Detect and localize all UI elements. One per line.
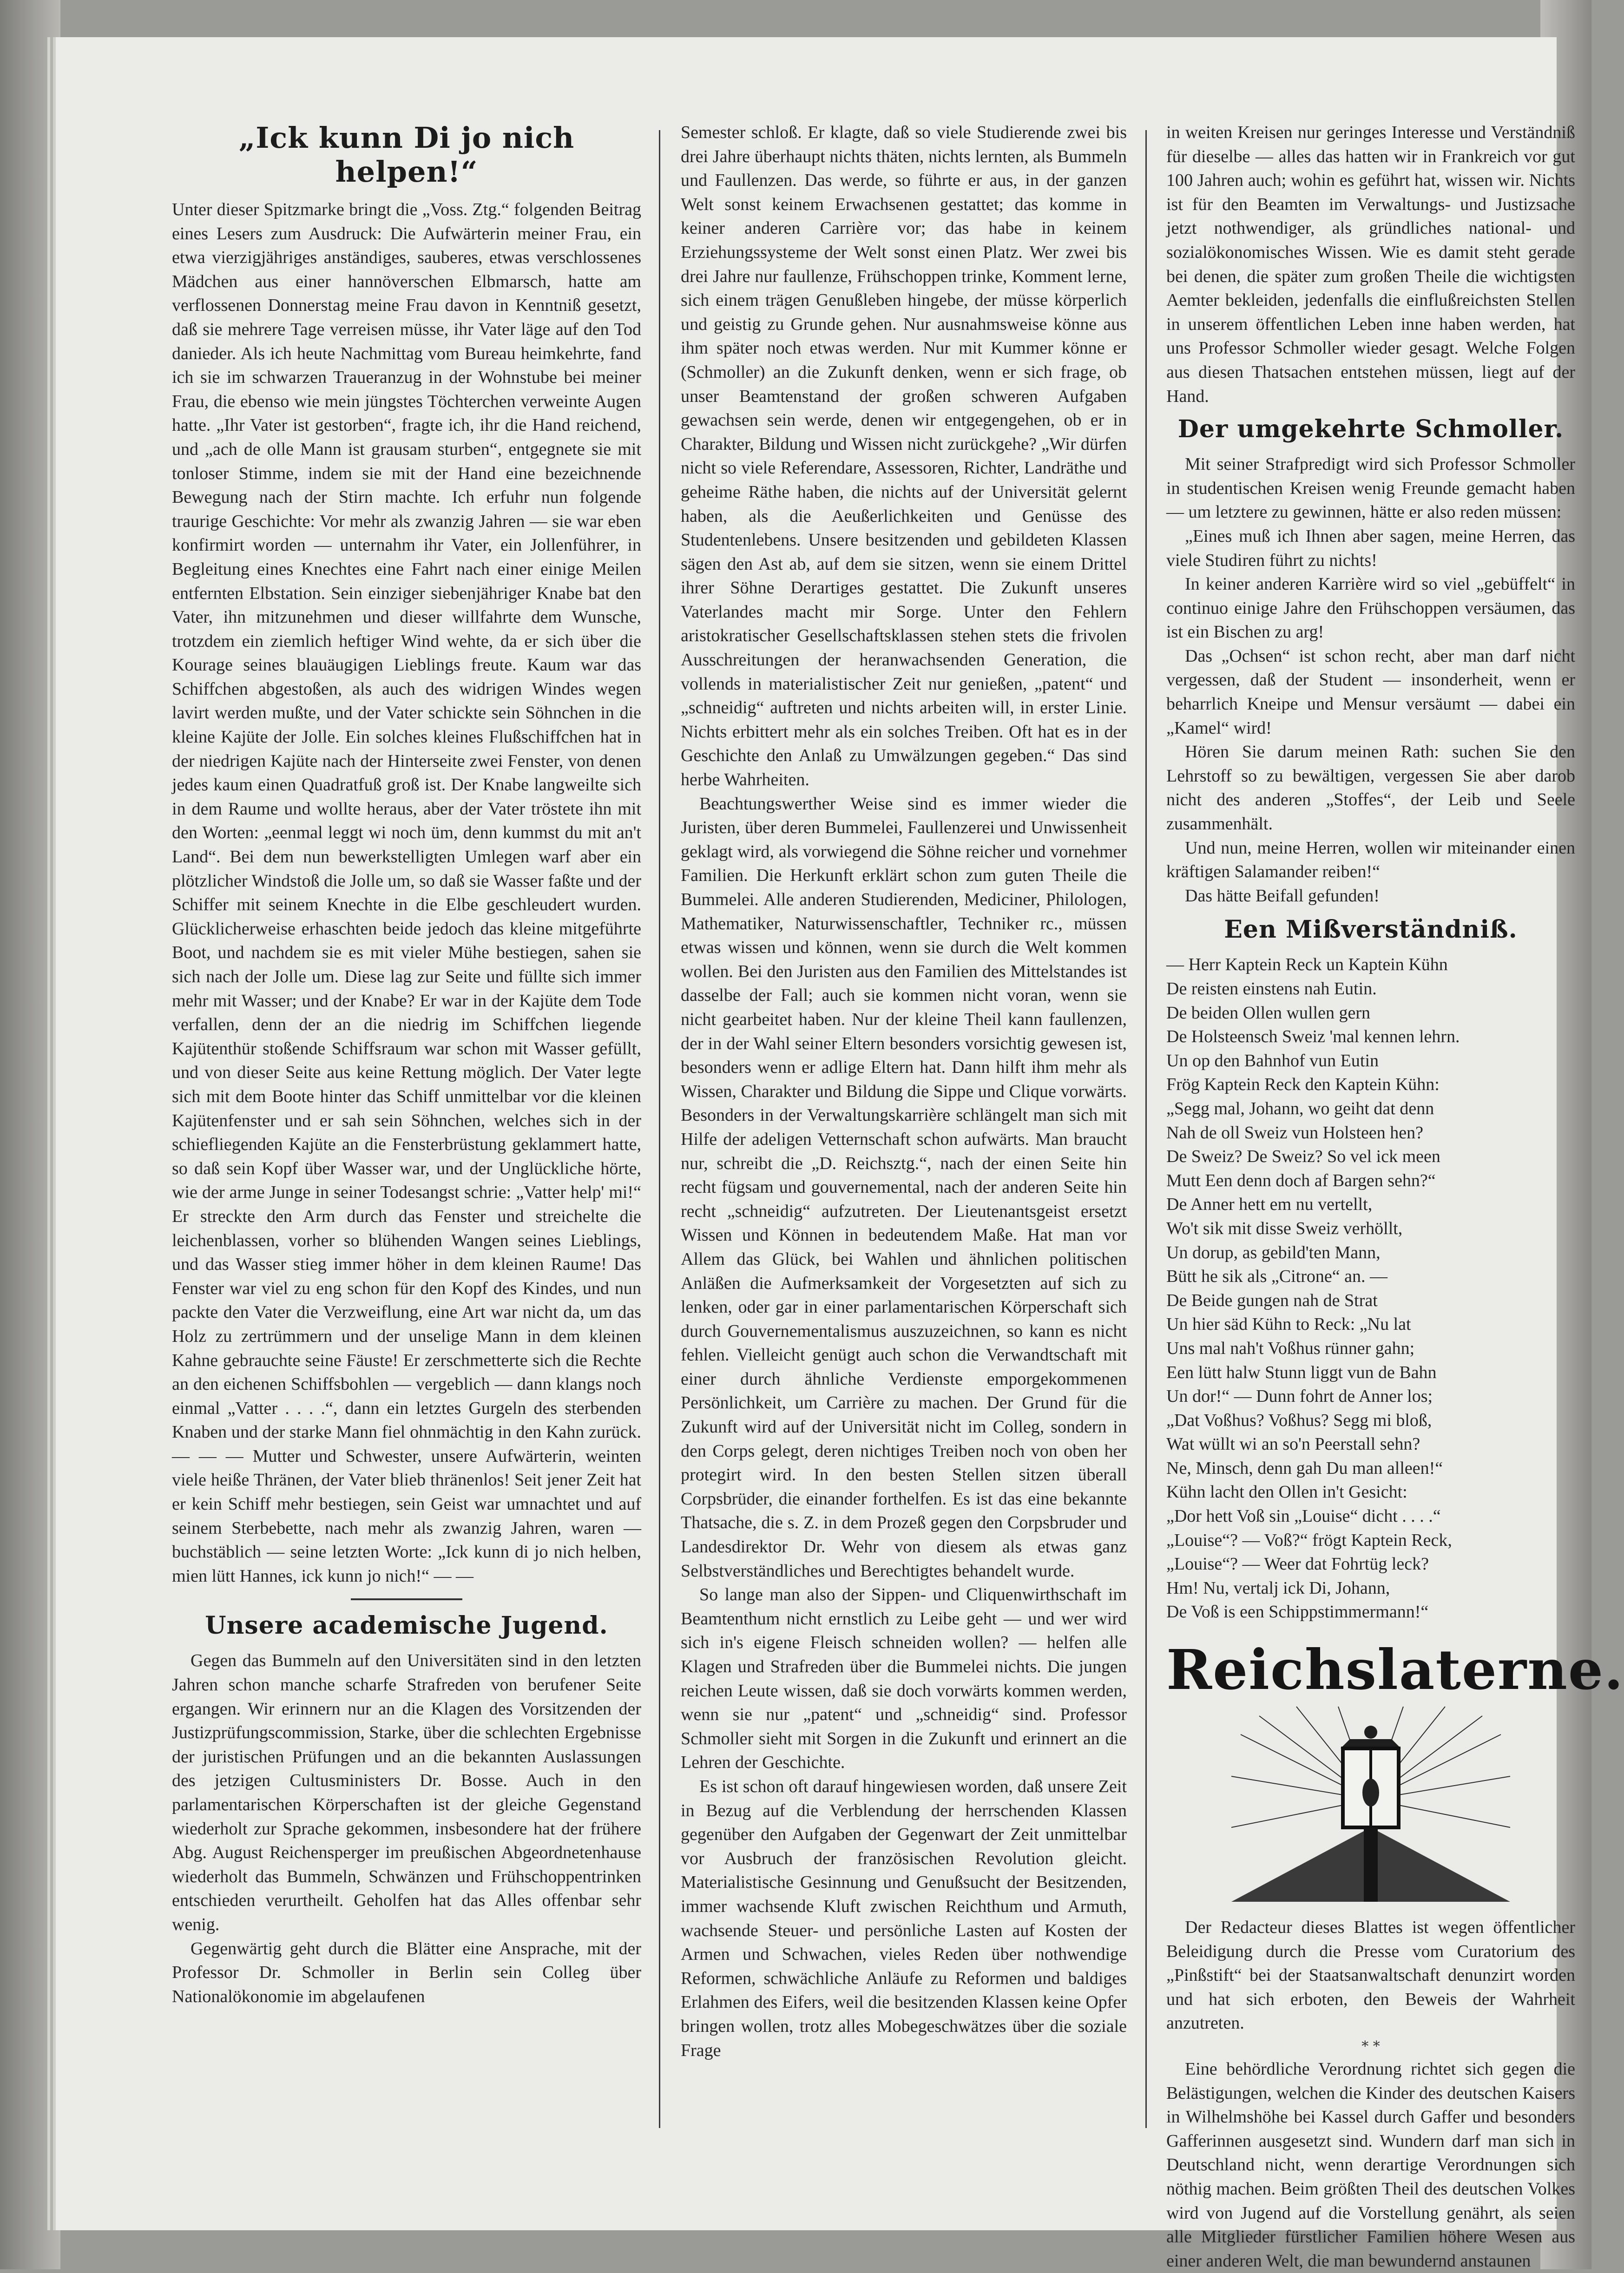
article-paragraph: Unter dieser Spitzmarke bringt die „Voss. Ztg.“ folgenden Beitrag eines Lesers zum Ausdruck: Die Aufwärterin meiner Frau, ein etwa vierzigjähriges anständiges, sauberes, etwas verschlossenes Mädchen aus einer hannöverschen Elbmarsch, hatte am verflossenen Donnerstag meine Frau davon in Kenntniß gesetzt, daß sie mehrere Tage verreisen müsse, ihr Vater läge auf den Tod danieder. Als ich heute Nachmittag vom Bureau heimkehrte, fand ich sie im schwarzen Traueranzug in der Wohnstube bei meiner Frau, die ebenso wie mein jüngstes Töchterchen verweinte Augen hatte. „Ihr Vater ist gestorben“, fragte ich, ihr die Hand reichend, und „ach de olle Mann ist grausam sturben“, entgegnete sie mit tonloser Stimme, indem sie mit der Hand eine bezeichnende Bewegung nach der Stirn machte. Ich erfuhr nun folgende traurige Geschichte: Vor mehr als zwanzig Jahren — sie war eben konfirmirt worden — unternahm ihr Vater, ein Jollenführer, in Begleitung eines Knechtes eine Fahrt nach einer einige Meilen entfernten Elbstation. Sein einziger siebenjähriger Knabe bat den Vater, ihn mitzunehmen und dieser willfahrte dem Wunsche, trotzdem ein ziemlich heftiger Wind wehte, da er sich über die Kourage seines blauäugigen Lieblings freute. Kaum war das Schiffchen abgestoßen, als auch des widrigen Windes wegen lavirt werden mußte, und der Vater schickte sein Söhnchen in die kleine Kajüte der Jolle. Ein solches kleines Flußschiffchen hat in der niedrigen Kajüte nach der Hinterseite zwei Fenster, von denen jedes kaum einen Quadratfuß groß ist. Der Knabe langweilte sich in dem Raume und wollte heraus, aber der Vater tröstete ihn mit den Worten: „eenmal leggt wi noch üm, denn kummst du mit an't Land“. Bei dem nun bewerkstelligten Umlegen warf aber ein plötzlicher Windstoß die Jolle um, so daß sie Wasser faßte und der Schiffer mit seinem Knechte in die Elbe geschleudert wurden. Glücklicherweise erhaschten beide jedoch das kleine mitgeführte Boot, und nachdem sie es mit vieler Mühe bestiegen, sahen sie sich nach der Jolle um. Diese lag zur Seite und füllte sich immer mehr mit Wasser; und der Knabe? Er war in der Kajüte dem Tode verfallen, denn der an die niedrig im Schiffchen liegende Kajütenthür stoßende Schiffsraum war schon mit Wasser gefüllt, und von dieser Seite aus keine Rettung möglich. Der Vater legte sich mit dem Boote hinter das Schiff unmittelbar vor die kleinen Kajütenfenster und er sah sein Söhnchen, welches sich in der schiefliegenden Kajüte an die Fensterbrüstung geklammert hatte, so daß sein Kopf über Wasser war, und der Unglückliche hörte, wie der arme Junge in seiner Todesangst schrie: „Vatter help' mi!“ Er streckte den Arm durch das Fenster und streichelte die leichenblassen, vorher so blühenden Wangen seines Lieblings, und das Wasser stieg immer höher in dem kleinen Raume! Das Fenster war viel zu eng schon für den Kopf des Kindes, und nun packte den Vater die Verzweiflung, eine Art war nicht da, um das Holz zu zertrümmern und der unselige Mann in dem kleinen Kahne gebrauchte seine Fäuste! Er zerschmetterte sich die Rechte an den eichenen Schiffsbohlen — vergeblich — dann klangs noch einmal „Vatter . . . .“, dann ein letztes Gurgeln des sterbenden Knaben und der starke Mann fiel ohnmächtig in den Kahn zurück. — — — Mutter und Schwester, unsere Aufwärterin, weinten viele heiße Thränen, der Vater blieb thränenlos! Seit jener Zeit hat er kein Schiff mehr bestiegen, sein Geist war umnachtet und auf seinem Sterbebette, nach mehr als zwanzig Jahren, waren — buchstäblich — seine letzten Worte: „Ick kunn di jo nich helben, mien lütt Hannes, ick kunn jo nich!“ — — bbox=[172, 200, 641, 1586]
poem bbox=[1166, 953, 1575, 1624]
poem-line: „Dat Voßhus? Voßhus? Segg mi bloß, bbox=[1166, 1410, 1432, 1430]
column-2 bbox=[681, 121, 1127, 2063]
poem-line: Nah de oll Sweiz vun Holsteen hen? bbox=[1166, 1123, 1423, 1143]
article-paragraph: Semester schloß. Er klagte, daß so viele Studierende zwei bis drei Jahre überhaupt nichts thäten, nichts lernten, als Bummeln und Faullenzen. Das werde, so führte er aus, in der ganzen Welt sonst keinem Erwachsenen gestattet; das komme in keiner anderen Carrière vor; das habe in keinem Erziehungssysteme der Welt sonst einen Platz. Wer zwei bis drei Jahre nur faullenze, Frühschoppen trinke, Komment lerne, sich einem trägen Genußleben hingebe, der müsse körperlich und geistig zu Grunde gehen. Nur ausnahmsweise könne aus ihm später noch etwas werden. Nur mit Kummer könne er (Schmoller) an die Zukunft denken, wenn er sich frage, ob unser Beamtenstand der großen schweren Aufgaben gewachsen sein werde, denen wir entgegengehen, ob er in Charakter, Bildung und Wissen nicht zurückgehe? „Wir dürfen nicht so viele Referendare, Assessoren, Richter, Landräthe und geheime Räthe haben, die nichts auf der Universität gelernt haben, als die Aeußerlichkeiten und Genüsse des Studentenlebens. Unsere besitzenden und gebildeten Klassen sägen den Ast ab, auf dem sie sitzen, wenn sie einem Drittel ihrer Söhne Derartiges gestattet. Die Zukunft unseres Vaterlandes macht mir Sorge. Unter den Fehlern aristokratischer Gesellschaftsklassen stehen stets die frivolen Ausschreitungen der heranwachsenden Generation, die vollends in materialistischer Zeit nur genießen, „patent“ und „schneidig“ auftreten und nichts arbeiten will, in erster Linie. Nichts erbittert mehr als ein solches Treiben. Oft hat es in der Geschichte den Anlaß zu Umwälzungen gegeben.“ Das sind herbe Wahrheiten. bbox=[681, 123, 1127, 790]
lantern-icon bbox=[1231, 1707, 1510, 1902]
poem-line: De Beide gungen nah de Strat bbox=[1166, 1290, 1378, 1310]
poem-line: De Sweiz? De Sweiz? So vel ick meen bbox=[1166, 1147, 1440, 1167]
article-paragraph: Gegen das Bummeln auf den Universitäten sind in den letzten Jahren schon manche scharfe Strafreden von berufener Seite ergangen. Wir erinnern nur an die Klagen des Vorsitzenden der Justizprüfungscommission, Starke, über die schlechten Ergebnisse der juristischen Prüfungen und an die bekannten Auslassungen des jetzigen Cultusministers Dr. Bosse. Auch in den parlamentarischen Körperschaften ist der gleiche Gegenstand wiederholt zur Sprache gekommen, insbesondere hat der frühere Abg. August Reichensperger im preußischen Abgeordnetenhause wiederholt das Bummeln, Schwänzen und Frühschoppentrinken entschieden verurtheilt. Geholfen hat das Alles offenbar sehr wenig. bbox=[172, 1651, 641, 1934]
poem-line: De Holsteensch Sweiz 'mal kennen lehrn. bbox=[1166, 1027, 1460, 1047]
article-paragraph: Und nun, meine Herren, wollen wir miteinander einen kräftigen Salamander reiben!“ bbox=[1166, 838, 1575, 882]
article-paragraph: Hören Sie darum meinen Rath: suchen Sie den Lehrstoff so zu bewältigen, vergessen Sie aber darob nicht des anderen „Stoffes“, der Leib und Seele zusammenhält. bbox=[1166, 742, 1575, 834]
column-rule-1 bbox=[659, 130, 660, 2128]
book-binding-shadow bbox=[0, 0, 60, 2269]
article-title-umgekehrte-schmoller: Der umgekehrte Schmoller. bbox=[1177, 415, 1564, 444]
article-paragraph: Eine behördliche Verordnung richtet sich gegen die Belästigungen, welchen die Kinder des deutschen Kaisers in Wilhelmshöhe bei Kassel durch Gaffer und besonders Gafferinnen ausgesetzt sind. Wundern darf man sich in Deutschland nicht, wenn derartige Verordnungen sich nöthig machen. Beim größten Theil des deutschen Volkes wird von Jugend auf die Vorstellung genährt, als seien alle Mitglieder fürstlicher Familien höhere Wesen aus einer anderen Welt, die man bewundernd anstaunen bbox=[1166, 2059, 1575, 2271]
poem-line: Wo't sik mit disse Sweiz verhöllt, bbox=[1166, 1218, 1403, 1238]
article-paragraph: Das „Ochsen“ ist schon recht, aber man darf nicht vergessen, daß der Student — insonderheit, wenn er beharrlich Kneipe und Mensur versäumt — dabei ein „Kamel“ wird! bbox=[1166, 646, 1575, 738]
column-3 bbox=[1166, 121, 1624, 2273]
article-paragraph: Das hätte Beifall gefunden! bbox=[1185, 886, 1380, 906]
article-paragraph: Gegenwärtig geht durch die Blätter eine Ansprache, mit der Professor Dr. Schmoller in Berlin sein Colleg über Nationalökonomie im abgelaufenen bbox=[172, 1938, 641, 2006]
poem-line: Uns mal nah't Voßhus rünner gahn; bbox=[1166, 1338, 1415, 1358]
column-rule-2 bbox=[1145, 130, 1147, 2128]
article-paragraph: Beachtungswerther Weise sind es immer wieder die Juristen, über deren Bummelei, Faullenzerei und Unwissenheit geklagt wird, als vorwiegend die Söhne reicher und vornehmer Familien. Die Herkunft erklärt schon zum guten Theile die Bummelei. Alle anderen Studierenden, Mediciner, Philologen, Mathematiker, Naturwissenschaftler, Techniker rc., müssen etwas wissen und können, wenn sie durch die Welt kommen wollen. Bei den Juristen aus den Familien des Mittelstandes ist dasselbe der Fall; auch sie kommen nicht voran, wenn sie nicht gearbeitet haben. Nur der kleine Theil kann faullenzen, der in der Wahl seiner Eltern besonders vorsichtig gewesen ist, besonders wenn er adlige Eltern hat. Dann hilft ihm mehr als Wissen, Charakter und Bildung die Sippe und Clique vorwärts. Besonders in der Verwaltungskarrière schlängelt man sich mit Hilfe der adeligen Vetternschaft schon aufwärts. Man braucht nur, schreibt die „D. Reichsztg.“, nach der einen Seite hin recht fügsam und gouvernemental, nach der anderen Seite hin recht „schneidig“ aufzutreten. Der Lieutenantsgeist ersetzt Wissen und Können in bedeutendem Maße. Hat man vor Allem das Glück, bei Wahlen und ähnlichen politischen Anläßen die Aufmerksamkeit der Vorgesetzten auf sich zu lenken, oder gar in einer parlamentarischen Körperschaft sich durch Gouvernementalismus auszuzeichnen, so kann es nicht fehlen. Vielleicht genügt auch schon die Verwandtschaft mit einer durch ähnliche Verdienste emporgekommenen Persönlichkeit, um Carrière zu machen. Der Grund für die Zukunft wird auf der Universität nicht im Colleg, sondern in den Corps gelegt, deren nichtiges Treiben noch von oben her protegirt wird. In den besten Stellen sitzen überall Corpsbrüder, die einander forthelfen. Es ist das eine bekannte Thatsache, die s. Z. in dem Prozeß gegen den Corpsbruder und Landesdirektor Dr. Wehr von diesem als etwas ganz Selbstverständliches und Berechtigtes behandelt wurde. bbox=[681, 794, 1127, 1581]
article-paragraph: So lange man also der Sippen- und Cliquenwirthschaft im Beamtenthum nicht ernstlich zu Leibe geht — und wer wird sich in's eigene Fleisch schneiden wollen? — helfen alle Klagen und Strafreden über die Bummelei nichts. Die jungen reichen Leute wissen, daß sie doch vorwärts kommen werden, wenn sie nur „patent“ und „schneidig“ sind. Professor Schmoller sieht mit Sorgen in die Zukunft und erinnert an die Lehren der Geschichte. bbox=[681, 1585, 1127, 1773]
poem-line: „Segg mal, Johann, wo geiht dat denn bbox=[1166, 1098, 1434, 1118]
separator-stars: * * bbox=[1361, 2038, 1380, 2055]
poem-line: „Dor hett Voß sin „Louise“ dicht . . . .“ bbox=[1166, 1506, 1441, 1526]
article-paragraph: In keiner anderen Karrière wird so viel „gebüffelt“ in continuo einige Jahre den Frühschoppen versäumen, das ist ein Bischen zu arg! bbox=[1166, 574, 1575, 642]
article-paragraph: Der Redacteur dieses Blattes ist wegen öffentlicher Beleidigung durch die Presse vom Curatorium des „Pinßstift“ bei der Staatsanwaltschaft denunzirt worden und hat sich erboten, den Beweis der Wahrheit anzutreten. bbox=[1166, 1918, 1575, 2033]
poem-line: Kühn lacht den Ollen in't Gesicht: bbox=[1166, 1482, 1407, 1502]
article-paragraph: Mit seiner Strafpredigt wird sich Professor Schmoller in studentischen Kreisen wenig Freunde gemacht haben — um letztere zu gewinnen, hätte er also reden müssen: bbox=[1166, 454, 1575, 522]
poem-line: De beiden Ollen wullen gern bbox=[1166, 1003, 1370, 1023]
poem-line: Hm! Nu, vertalj ick Di, Johann, bbox=[1166, 1578, 1390, 1598]
poem-line: Un hier säd Kühn to Reck: „Nu lat bbox=[1166, 1314, 1411, 1334]
poem-line: Wat wüllt wi an so'n Peerstall sehn? bbox=[1166, 1434, 1420, 1454]
poem-line: „Louise“? — Weer dat Fohrtüg leck? bbox=[1166, 1554, 1429, 1574]
poem-line: Frög Kaptein Reck den Kaptein Kühn: bbox=[1166, 1075, 1440, 1095]
newspaper-page bbox=[56, 37, 1624, 2271]
poem-line: „Louise“? — Voß?“ frögt Kaptein Reck, bbox=[1166, 1530, 1452, 1550]
article-paragraph: in weiten Kreisen nur geringes Interesse und Verständniß für dieselbe — alles das hatten wir in Frankreich vor gut 100 Jahren auch; wohin es geführt hat, wissen wir. Nichts ist für den Beamten im Verwaltungs- und Justizsache jetzt nothwendiger, als gründliches national- und sozialökonomisches Wissen. Wie es damit steht gerade bei denen, die später zum großen Theile die wichtigsten Aemter bekleiden, jedenfalls die einflußreichsten Stellen in unserem öffentlichen Leben inne haben werden, hat uns Professor Schmoller wieder gesagt. Welche Folgen aus diesen Thatsachen entstehen müssen, liegt auf der Hand. bbox=[1166, 123, 1575, 406]
poem-line: De Voß is een Schippstimmermann!“ bbox=[1166, 1602, 1429, 1622]
section-separator bbox=[351, 1598, 462, 1600]
poem-line: Un op den Bahnhof vun Eutin bbox=[1166, 1051, 1379, 1071]
poem-line: Bütt he sik als „Citrone“ an. — bbox=[1166, 1267, 1387, 1287]
article-paragraph: Es ist schon oft darauf hingewiesen worden, daß unsere Zeit in Bezug auf die Verblendung der herrschenden Klassen gegenüber den Aufgaben der Gegenwart der Zeit unmittelbar vor Ausbruch der französischen Revolution gleicht. Materialistische Gesinnung und Genußsucht der Besitzenden, immer wachsende Kluft zwischen Reichthum und Armuth, wachsende Steuer- und persönliche Lasten auf Kosten der Armen und Schwachen, vieles Reden über nothwendige Reformen, schwächliche Anläufe zu Reformen und baldiges Erlahmen des Eifers, weil die besitzenden Klassen keine Opfer bringen wollen, trotz alles Mobegeschwätzes über die soziale Frage bbox=[681, 1776, 1127, 2060]
poem-line: Ne, Minsch, denn gah Du man alleen!“ bbox=[1166, 1458, 1443, 1478]
poem-line: — Herr Kaptein Reck un Kaptein Kühn bbox=[1166, 955, 1448, 975]
poem-line: Mutt Een denn doch af Bargen sehn?“ bbox=[1166, 1170, 1436, 1190]
article-title-mißverständniß: Een Mißverständniß. bbox=[1224, 915, 1518, 944]
article-paragraph: „Eines muß ich Ihnen aber sagen, meine Herren, das viele Studiren führt zu nichts! bbox=[1166, 526, 1575, 570]
article-title-ick-kunn: „Ick kunn Di jo nich helpen!“ bbox=[238, 121, 575, 189]
poem-line: De reisten einstens nah Eutin. bbox=[1166, 979, 1377, 999]
poem-line: De Anner hett em nu vertellt, bbox=[1166, 1195, 1373, 1215]
column-1 bbox=[172, 121, 641, 2009]
poem-line: Een lütt halw Stunn liggt vun de Bahn bbox=[1166, 1362, 1437, 1382]
article-title-academische-jugend: Unsere academische Jugend. bbox=[205, 1611, 608, 1640]
poem-line: Un dor!“ — Dunn fohrt de Anner los; bbox=[1166, 1386, 1433, 1406]
reichslaterne-banner: Reichslaterne. bbox=[1166, 1637, 1624, 1702]
poem-line: Un dorup, as gebild'ten Mann, bbox=[1166, 1242, 1381, 1262]
